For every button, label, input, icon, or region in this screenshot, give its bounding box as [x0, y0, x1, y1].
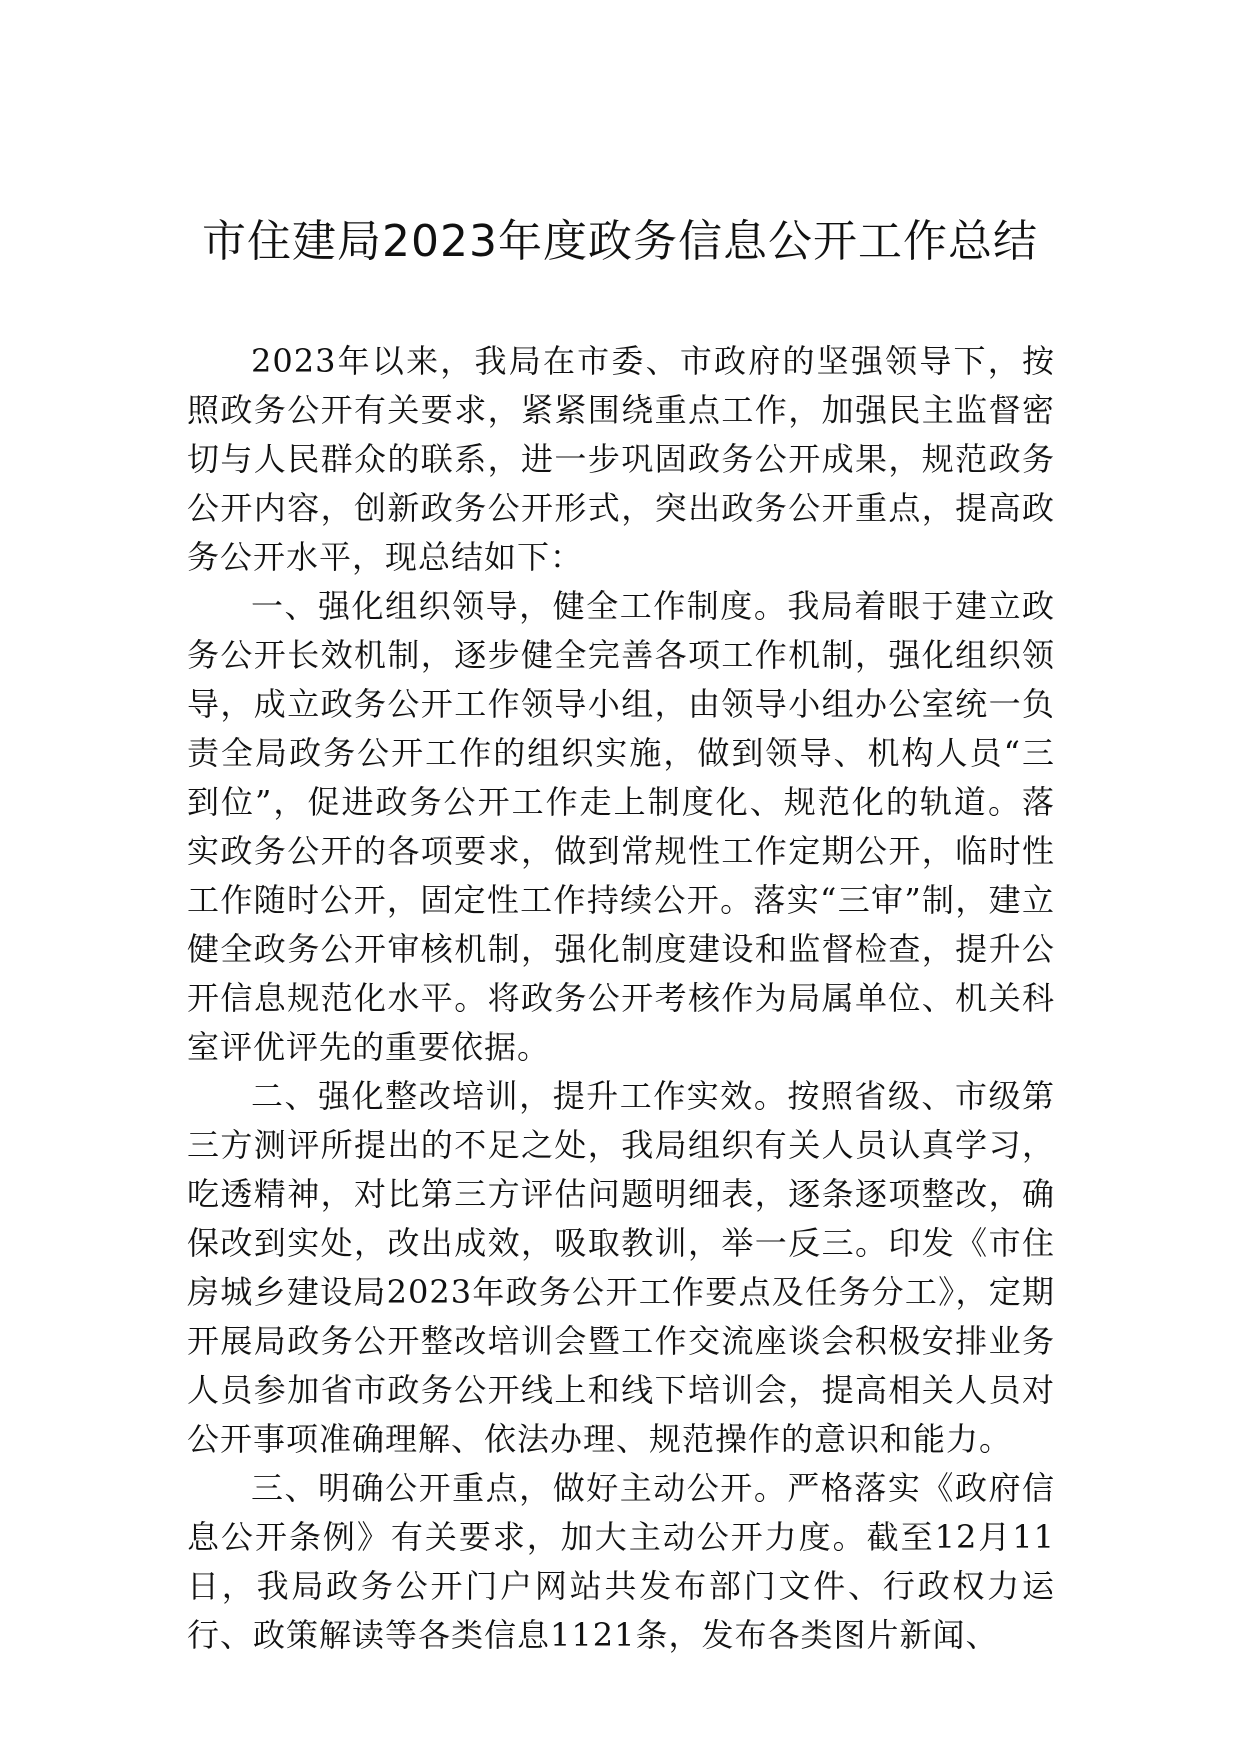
document-title: 市住建局2023年度政务信息公开工作总结: [202, 216, 1038, 267]
document-body: [187, 337, 1055, 1660]
intro-paragraph: 2023年以来，我局在市委、市政府的坚强领导下，按照政务公开有关要求，紧紧围绕重点工作，加强民主监督密切与人民群众的联系，进一步巩固政务公开成果，规范政务公开内容，创新政务公开形式，突出政务公开重点，提高政务公开水平，现总结如下：: [187, 342, 1055, 576]
section-3-paragraph: 三、明确公开重点，做好主动公开。严格落实《政府信息公开条例》有关要求，加大主动公开力度。截至12月11日，我局政务公开门户网站共发布部门文件、行政权力运行、政策解读等各类信息1121条，发布各类图片新闻、: [187, 1469, 1055, 1654]
section-2-paragraph: 二、强化整改培训，提升工作实效。按照省级、市级第三方测评所提出的不足之处，我局组织有关人员认真学习，吃透精神，对比第三方评估问题明细表，逐条逐项整改，确保改到实处，改出成效，吸取教训，举一反三。印发《市住房城乡建设局2023年政务公开工作要点及任务分工》，定期开展局政务公开整改培训会暨工作交流座谈会积极安排业务人员参加省市政务公开线上和线下培训会，提高相关人员对公开事项准确理解、依法办理、规范操作的意识和能力。: [187, 1077, 1055, 1458]
section-1-paragraph: 一、强化组织领导，健全工作制度。我局着眼于建立政务公开长效机制，逐步健全完善各项工作机制，强化组织领导，成立政务公开工作领导小组，由领导小组办公室统一负责全局政务公开工作的组织实施，做到领导、机构人员“三到位”，促进政务公开工作走上制度化、规范化的轨道。落实政务公开的各项要求，做到常规性工作定期公开，临时性工作随时公开，固定性工作持续公开。落实“三审”制，建立健全政务公开审核机制，强化制度建设和监督检查，提升公开信息规范化水平。将政务公开考核作为局属单位、机关科室评优评先的重要依据。: [187, 587, 1055, 1066]
